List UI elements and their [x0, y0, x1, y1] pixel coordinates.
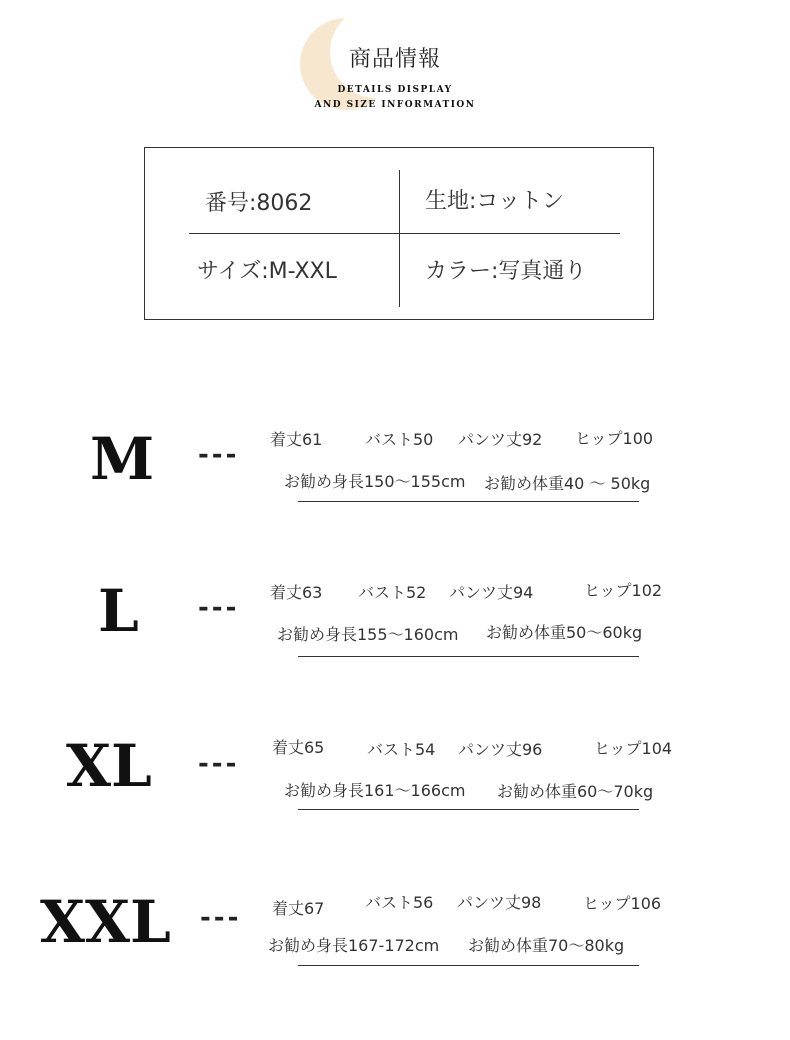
- size-label: L: [98, 577, 139, 645]
- dash-separator: ---: [198, 593, 240, 623]
- row-underline: [298, 965, 639, 966]
- product-info-table: [144, 147, 654, 320]
- fabric-info: 生地:コットン: [425, 189, 564, 214]
- size-label: XL: [66, 732, 152, 800]
- bust-value: バスト52: [358, 583, 427, 602]
- recommended-height: お勧め身長150〜155cm: [284, 472, 466, 491]
- color-info: カラー:写真通り: [425, 259, 587, 284]
- size-label: XXL: [40, 888, 171, 956]
- dash-separator: ---: [198, 749, 240, 779]
- recommended-weight: お勧め体重70〜80kg: [468, 936, 625, 955]
- length-value: 着丈65: [272, 738, 325, 757]
- bust-value: バスト50: [365, 430, 434, 449]
- size-range-info: サイズ:M-XXL: [197, 259, 337, 284]
- dash-separator: ---: [198, 440, 240, 470]
- recommended-weight: お勧め体重60〜70kg: [497, 782, 654, 801]
- pants-length-value: パンツ丈96: [458, 740, 543, 759]
- recommended-height: お勧め身長161〜166cm: [284, 781, 466, 800]
- length-value: 着丈67: [272, 899, 325, 918]
- hip-value: ヒップ100: [575, 429, 654, 448]
- hip-value: ヒップ106: [583, 894, 662, 913]
- page-title: 商品情報: [348, 47, 441, 72]
- length-value: 着丈61: [270, 430, 323, 449]
- table-vertical-divider: [399, 170, 400, 307]
- row-underline: [298, 656, 639, 657]
- recommended-height: お勧め身長167-172cm: [268, 936, 440, 955]
- recommended-weight: お勧め体重50〜60kg: [486, 623, 643, 642]
- length-value: 着丈63: [270, 583, 323, 602]
- dash-separator: ---: [200, 903, 242, 933]
- pants-length-value: パンツ丈92: [458, 430, 543, 449]
- recommended-weight: お勧め体重40 〜 50kg: [484, 474, 651, 493]
- size-label: M: [90, 425, 155, 493]
- pants-length-value: パンツ丈94: [449, 583, 534, 602]
- bust-value: バスト56: [365, 893, 434, 912]
- row-underline: [298, 501, 639, 502]
- recommended-height: お勧め身長155〜160cm: [277, 625, 459, 644]
- subtitle-line-1: DETAILS DISPLAY: [337, 85, 453, 95]
- hip-value: ヒップ104: [594, 739, 673, 758]
- product-number: 番号:8062: [205, 191, 313, 216]
- hip-value: ヒップ102: [584, 581, 663, 600]
- pants-length-value: パンツ丈98: [457, 893, 542, 912]
- row-underline: [298, 809, 639, 810]
- subtitle-line-2: AND SIZE INFORMATION: [314, 100, 476, 110]
- table-horizontal-divider: [189, 233, 620, 234]
- bust-value: バスト54: [367, 740, 436, 759]
